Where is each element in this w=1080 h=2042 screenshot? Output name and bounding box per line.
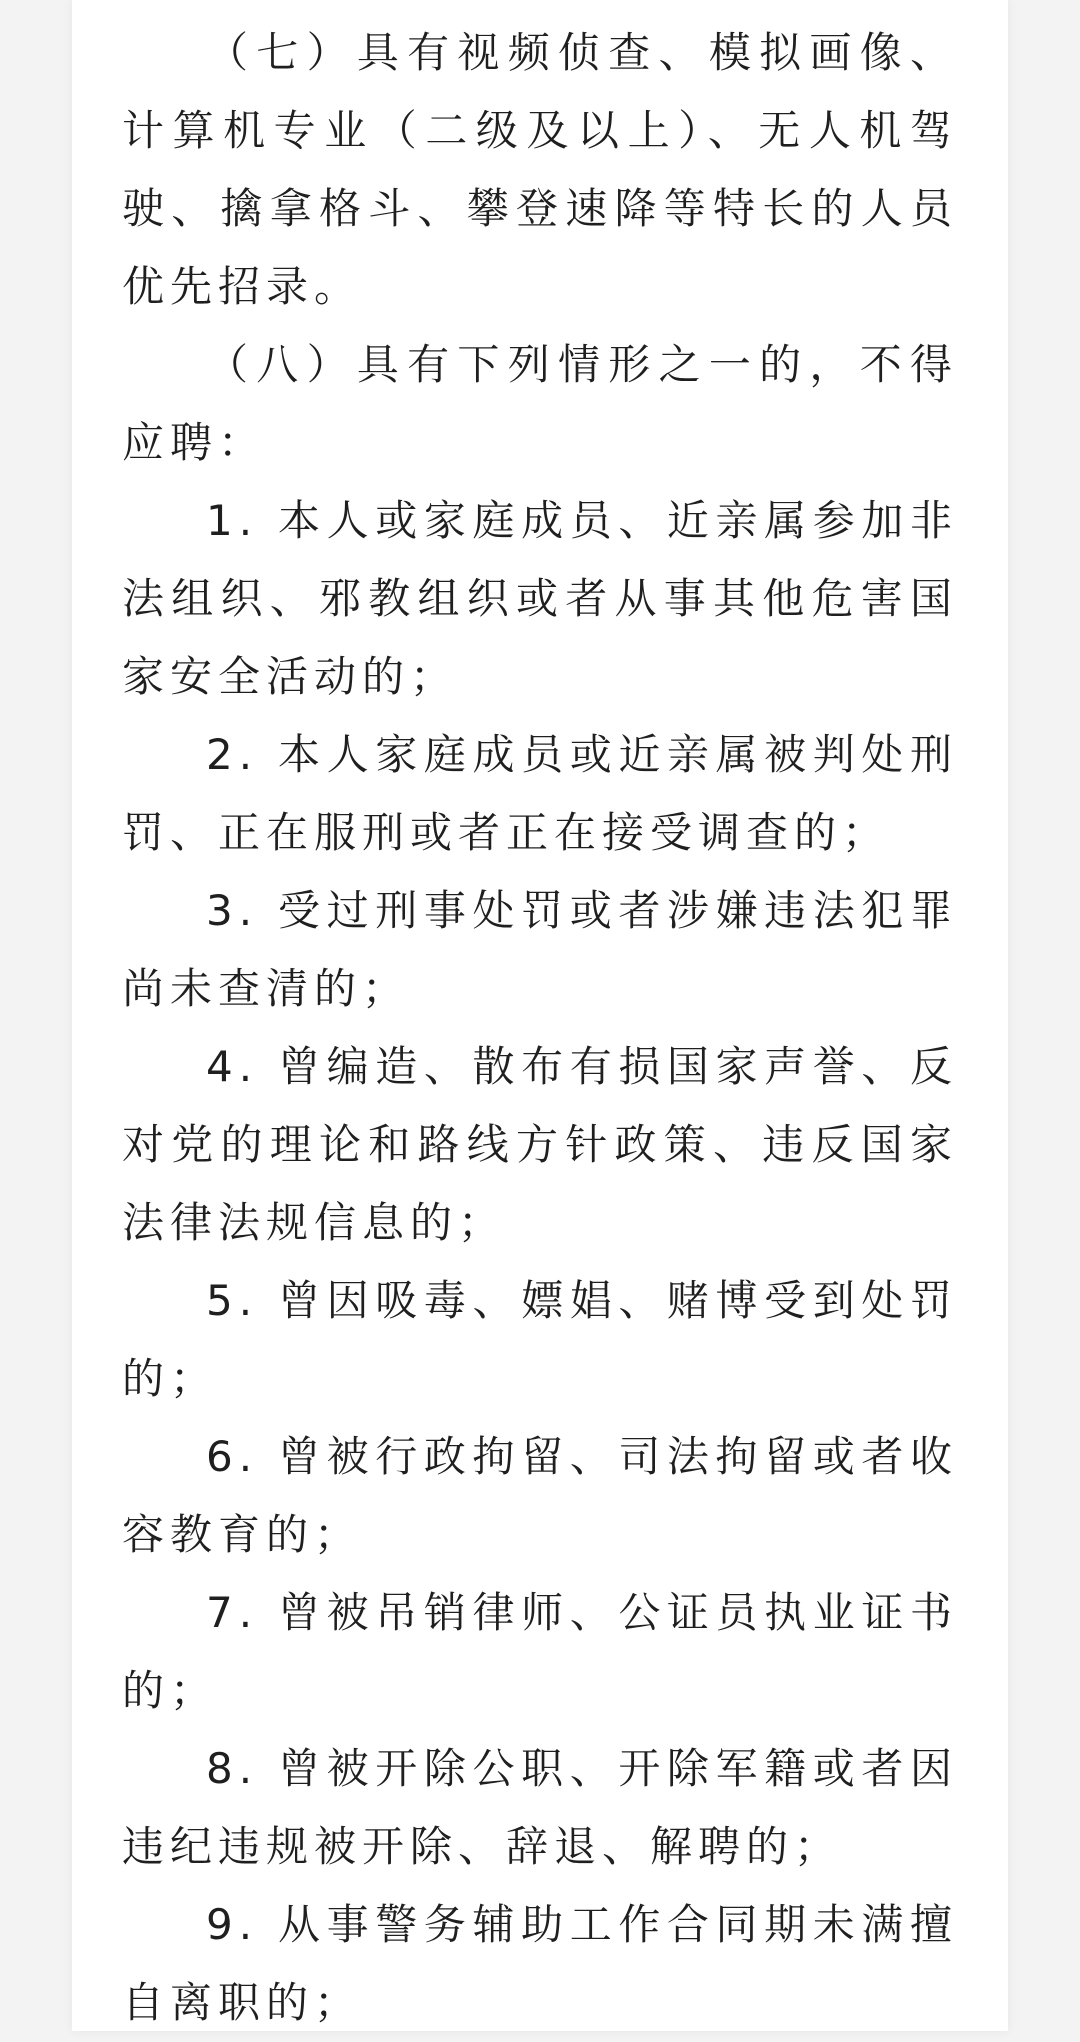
paragraph-disqualifications-heading: （八）具有下列情形之一的，不得应聘： bbox=[122, 340, 958, 467]
paragraph-priority-skills: （七）具有视频侦查、模拟画像、计算机专业（二级及以上）、无人机驾驶、擒拿格斗、攀登速降等特长的人员优先招录。 bbox=[122, 28, 958, 311]
list-item: 5. 曾因吸毒、嫖娼、赌博受到处罚的； bbox=[122, 1276, 958, 1403]
document-card bbox=[72, 0, 1008, 2031]
document-body bbox=[122, 0, 958, 2042]
list-item: 8. 曾被开除公职、开除军籍或者因违纪违规被开除、辞退、解聘的； bbox=[122, 1744, 958, 1871]
list-item: 2. 本人家庭成员或近亲属被判处刑罚、正在服刑或者正在接受调查的； bbox=[122, 730, 958, 857]
list-item: 9. 从事警务辅助工作合同期未满擅自离职的； bbox=[122, 1900, 958, 2027]
list-item: 3. 受过刑事处罚或者涉嫌违法犯罪尚未查清的； bbox=[122, 886, 958, 1013]
list-item: 4. 曾编造、散布有损国家声誉、反对党的理论和路线方针政策、违反国家法律法规信息的； bbox=[122, 1042, 958, 1247]
list-item: 7. 曾被吊销律师、公证员执业证书的； bbox=[122, 1588, 958, 1715]
list-item: 6. 曾被行政拘留、司法拘留或者收容教育的； bbox=[122, 1432, 958, 1559]
list-item: 1. 本人或家庭成员、近亲属参加非法组织、邪教组织或者从事其他危害国家安全活动的； bbox=[122, 496, 958, 701]
